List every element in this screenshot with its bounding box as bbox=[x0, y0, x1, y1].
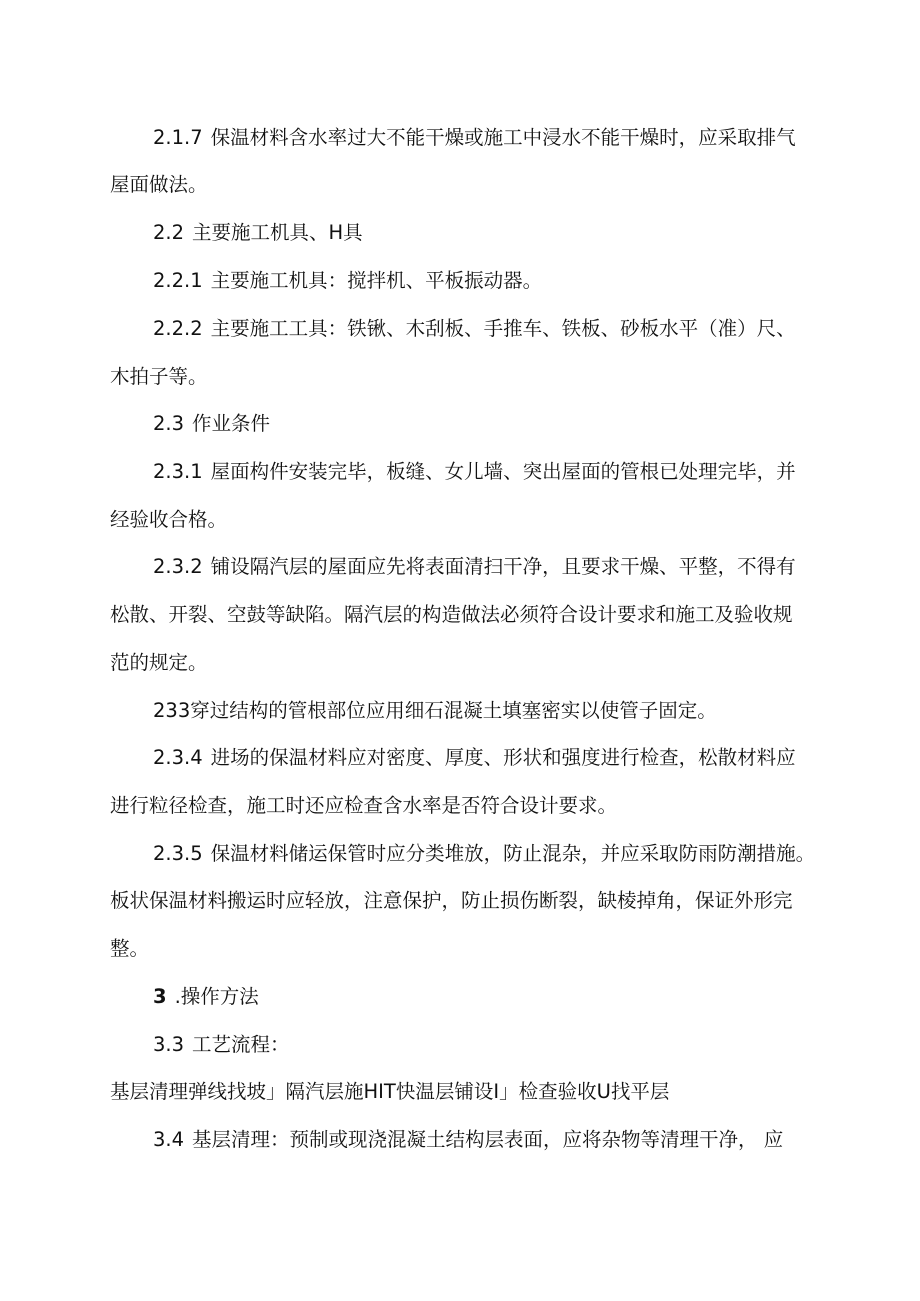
section-number: 2.3.1 bbox=[153, 460, 203, 483]
text-line bbox=[153, 411, 270, 437]
line-text: 板状保温材料搬运时应轻放，注意保护，防止损伤断裂，缺棱掉角，保证外形完 bbox=[110, 889, 793, 912]
section-number: 3.3 bbox=[153, 1033, 185, 1056]
line-text: 经验收合格。 bbox=[110, 508, 228, 531]
line-text: 基层清理：预制或现浇混凝土结构层表面，应将杂物等清理干净， 应 bbox=[192, 1128, 784, 1151]
text-line bbox=[153, 745, 796, 771]
section-number: 2.2.1 bbox=[153, 269, 203, 292]
section-number: 2.3.5 bbox=[153, 842, 203, 865]
line-text: 铺设隔汽层的屋面应先将表面清扫干净，且要求干燥、平整，不得有 bbox=[210, 555, 796, 578]
text-line bbox=[153, 698, 717, 724]
section-number: 3.4 bbox=[153, 1128, 185, 1151]
line-text: 主要施工工具：铁锹、木刮板、手推车、铁板、砂板水平（准）尺、 bbox=[210, 317, 796, 340]
text-line bbox=[153, 459, 796, 485]
line-text: 整。 bbox=[110, 937, 150, 960]
text-line bbox=[153, 841, 815, 867]
line-text: 范的规定。 bbox=[110, 651, 208, 674]
text-line bbox=[110, 602, 793, 628]
text-line bbox=[110, 793, 617, 819]
text-line bbox=[110, 172, 208, 198]
text-line bbox=[153, 220, 363, 246]
text-line bbox=[153, 554, 796, 580]
text-line bbox=[110, 507, 227, 533]
section-number: 2.3 bbox=[153, 412, 185, 435]
section-number: 3 bbox=[153, 985, 167, 1008]
line-text: 233穿过结构的管根部位应用细石混凝土填塞密实以使管子固定。 bbox=[153, 699, 717, 722]
line-text: 保温材料储运保管时应分类堆放，防止混杂，并应采取防雨防潮措施。 bbox=[210, 842, 816, 865]
text-line bbox=[110, 1079, 669, 1105]
text-line bbox=[153, 1032, 290, 1058]
text-line bbox=[110, 650, 208, 676]
text-line bbox=[153, 1127, 783, 1153]
line-text: 屋面做法。 bbox=[110, 173, 208, 196]
line-text: 主要施工机具：搅拌机、平板振动器。 bbox=[210, 269, 543, 292]
line-text: 松散、开裂、空鼓等缺陷。隔汽层的构造做法必须符合设计要求和施工及验收规 bbox=[110, 603, 793, 626]
text-line bbox=[110, 364, 208, 390]
line-text: 工艺流程： bbox=[192, 1033, 290, 1056]
text-line bbox=[110, 888, 793, 914]
text-line bbox=[153, 125, 796, 151]
section-number: 2.2.2 bbox=[153, 317, 203, 340]
line-text: 进行粒径检查，施工时还应检查含水率是否符合设计要求。 bbox=[110, 794, 618, 817]
line-text: 屋面构件安装完毕，板缝、女儿墙、突出屋面的管根已处理完毕，并 bbox=[210, 460, 796, 483]
line-text: .操作方法 bbox=[174, 985, 259, 1008]
section-number: 2.2 bbox=[153, 221, 185, 244]
line-text: 基层清理弹线找坡」隔汽层施HIT快温层铺设I」检查验收U找平层 bbox=[110, 1080, 670, 1103]
line-text: 保温材料含水率过大不能干燥或施工中浸水不能干燥时，应采取排气 bbox=[210, 126, 796, 149]
text-line bbox=[153, 316, 796, 342]
text-line bbox=[110, 936, 149, 962]
section-number: 2.3.4 bbox=[153, 746, 203, 769]
line-text: 进场的保温材料应对密度、厚度、形状和强度进行检查，松散材料应 bbox=[210, 746, 796, 769]
text-line bbox=[153, 984, 259, 1010]
section-number: 2.1.7 bbox=[153, 126, 203, 149]
line-text: 主要施工机具、H具 bbox=[192, 221, 363, 244]
line-text: 作业条件 bbox=[192, 412, 271, 435]
section-number: 2.3.2 bbox=[153, 555, 203, 578]
line-text: 木拍子等。 bbox=[110, 365, 208, 388]
text-line bbox=[153, 268, 542, 294]
